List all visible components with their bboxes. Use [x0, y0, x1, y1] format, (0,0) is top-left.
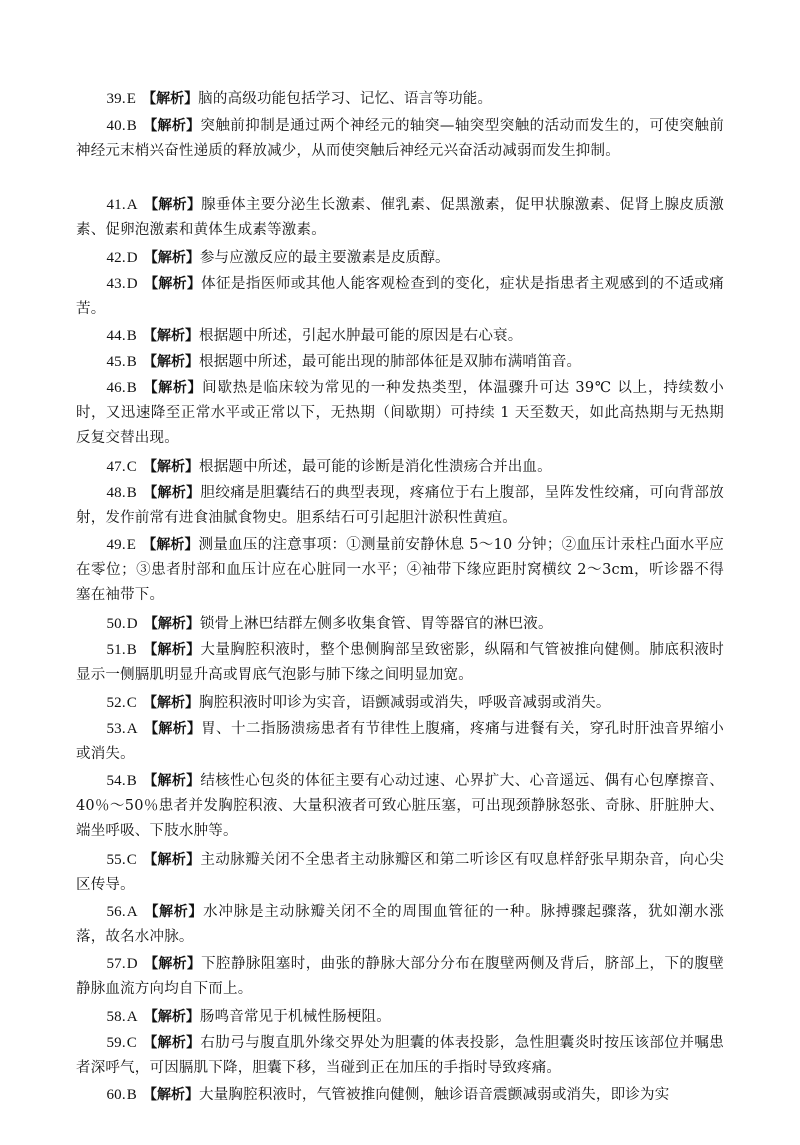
item-number: 44.	[106, 327, 126, 344]
item-answer: C	[126, 458, 138, 475]
item-answer: E	[126, 536, 137, 553]
analysis-tag: 【解析】	[143, 955, 202, 972]
item-explanation: 主动脉瓣关闭不全患者主动脉瓣区和第二听诊区有叹息样舒张早期杂音，向心尖区传导。	[76, 851, 725, 893]
answer-item-54	[76, 769, 724, 844]
item-explanation: 根据题中所述，引起水肿最可能的原因是右心衰。	[199, 327, 523, 344]
analysis-tag: 【解析】	[143, 327, 200, 344]
item-answer: A	[126, 720, 138, 737]
analysis-tag: 【解析】	[143, 196, 202, 213]
item-number: 48.	[106, 484, 126, 501]
item-number: 51.	[106, 641, 126, 658]
analysis-tag: 【解析】	[143, 353, 200, 370]
item-answer: B	[126, 327, 138, 344]
item-explanation: 间歇热是临床较为常见的一种发热类型，体温骤升可达 39℃ 以上，持续数小时，又迅速降至正常水平或正常以下，无热期（间歇期）可持续 1 天至数天，如此高热期与无热期反复交替出现。	[76, 379, 725, 446]
item-answer: C	[126, 694, 138, 711]
analysis-tag: 【解析】	[143, 641, 201, 658]
item-number: 45.	[106, 353, 126, 370]
item-explanation: 测量血压的注意事项：①测量前安静休息 5～10 分钟；②血压计汞柱凸面水平应在零位；③患者肘部和血压计应在心脏同一水平；④袖带下缘应距肘窝横纹 2～3cm，听诊器不得塞在袖带下。	[76, 536, 724, 603]
item-number: 57.	[106, 955, 126, 972]
analysis-tag: 【解析】	[143, 249, 200, 266]
answer-item-44	[76, 324, 724, 349]
analysis-tag: 【解析】	[143, 458, 200, 475]
item-explanation: 右肋弓与腹直肌外缘交界处为胆囊的体表投影，急性胆囊炎时按压该部位并嘱患者深呼气，可因膈肌下降，胆囊下移，当碰到正在加压的手指时导致疼痛。	[76, 1034, 725, 1076]
item-explanation: 根据题中所述，最可能出现的肺部体征是双肺布满哨笛音。	[199, 353, 582, 370]
analysis-tag: 【解析】	[143, 720, 202, 737]
item-answer: B	[126, 1086, 138, 1103]
item-explanation: 结核性心包炎的体征主要有心动过速、心界扩大、心音遥远、偶有心包摩擦音、40％～50％患者并发胸腔积液、大量积液者可致心脏压塞，可出现颈静脉怒张、奇脉、肝脏肿大、端坐呼吸、下肢水肿等。	[76, 772, 725, 839]
item-number: 60.	[106, 1086, 126, 1103]
item-explanation: 突触前抑制是通过两个神经元的轴突—轴突型突触的活动而发生的，可使突触前神经元末梢兴奋性递质的释放减少，从而使突触后神经元兴奋活动减弱而发生抑制。	[76, 117, 725, 159]
answer-item-43	[76, 272, 724, 322]
item-number: 41.	[106, 196, 126, 213]
item-explanation: 肠鸣音常见于机械性肠梗阻。	[199, 1008, 391, 1025]
item-answer: B	[126, 353, 138, 370]
answer-item-49	[76, 533, 724, 608]
answer-item-50	[76, 612, 724, 637]
answer-item-60	[76, 1083, 724, 1108]
analysis-tag: 【解析】	[143, 1008, 200, 1025]
item-explanation: 下腔静脉阻塞时，曲张的静脉大部分分布在腹壁两侧及背后，脐部上，下的腹壁静脉血流方向均自下而上。	[76, 955, 725, 997]
analysis-tag: 【解析】	[143, 484, 201, 501]
analysis-tag: 【解析】	[143, 851, 201, 868]
item-explanation: 腺垂体主要分泌生长激素、催乳素、促黑激素，促甲状腺激素、促肾上腺皮质激素、促卵泡激素和黄体生成素等激素。	[76, 196, 725, 238]
item-answer: A	[126, 903, 138, 920]
item-number: 39.	[106, 90, 126, 107]
item-answer: B	[126, 117, 138, 134]
item-number: 52.	[106, 694, 126, 711]
item-explanation: 胃、十二指肠溃疡患者有节律性上腹痛，疼痛与进餐有关，穿孔时肝浊音界缩小或消失。	[76, 720, 725, 762]
answer-item-45	[76, 350, 724, 375]
analysis-tag: 【解析】	[142, 90, 199, 107]
answer-item-47	[76, 455, 724, 480]
item-answer: E	[126, 90, 137, 107]
item-answer: B	[126, 641, 138, 658]
item-explanation: 锁骨上淋巴结群左侧多收集食管、胃等器官的淋巴液。	[199, 615, 553, 632]
analysis-tag: 【解析】	[143, 117, 201, 134]
item-explanation: 胆绞痛是胆囊结石的典型表现，疼痛位于右上腹部，呈阵发性绞痛，可向背部放射，发作前常有进食油腻食物史。胆系结石可引起胆汁淤积性黄疸。	[76, 484, 725, 526]
answer-item-56	[76, 900, 724, 950]
analysis-tag: 【解析】	[143, 903, 204, 920]
item-explanation: 根据题中所述，最可能的诊断是消化性溃疡合并出血。	[199, 458, 552, 475]
item-number: 53.	[106, 720, 126, 737]
answer-item-39	[76, 87, 724, 112]
item-number: 50.	[106, 615, 126, 632]
answer-item-51	[76, 638, 724, 688]
answer-item-52	[76, 691, 724, 716]
item-explanation: 大量胸腔积液时，气管被推向健侧，触诊语音震颤减弱或消失，即诊为实	[199, 1086, 670, 1103]
item-answer: A	[126, 1008, 138, 1025]
answer-item-53	[76, 717, 724, 767]
item-number: 59.	[106, 1034, 126, 1051]
item-explanation: 体征是指医师或其他人能客观检查到的变化，症状是指患者主观感到的不适或痛苦。	[76, 275, 725, 317]
item-answer: B	[126, 772, 138, 789]
answer-item-48	[76, 481, 724, 531]
item-number: 43.	[106, 275, 126, 292]
item-explanation: 参与应激反应的最主要激素是皮质醇。	[199, 249, 450, 266]
analysis-tag: 【解析】	[143, 1086, 200, 1103]
item-answer: B	[126, 484, 138, 501]
item-answer: D	[126, 249, 138, 266]
answer-item-41	[76, 193, 724, 243]
answer-item-55	[76, 848, 724, 898]
item-answer: B	[126, 379, 138, 396]
item-number: 40.	[106, 117, 126, 134]
answer-item-40	[76, 114, 724, 164]
item-answer: A	[126, 196, 138, 213]
item-number: 46.	[106, 379, 126, 396]
item-explanation: 胸腔积液时叩诊为实音，语颤减弱或消失，呼吸音减弱或消失。	[199, 694, 611, 711]
item-answer: D	[126, 955, 138, 972]
item-number: 58.	[106, 1008, 126, 1025]
item-answer: D	[126, 615, 138, 632]
item-number: 54.	[106, 772, 126, 789]
item-explanation: 大量胸腔积液时，整个患侧胸部呈致密影，纵隔和气管被推向健侧。肺底积液时显示一侧膈肌明显升高或胃底气泡影与肺下缘之间明显加宽。	[76, 641, 725, 683]
item-number: 55.	[106, 851, 126, 868]
analysis-tag: 【解析】	[143, 275, 202, 292]
item-number: 42.	[106, 249, 126, 266]
item-explanation: 脑的高级功能包括学习、记忆、语言等功能。	[198, 90, 493, 107]
answer-item-57	[76, 952, 724, 1002]
analysis-tag: 【解析】	[143, 615, 200, 632]
item-number: 49.	[106, 536, 126, 553]
analysis-tag: 【解析】	[142, 536, 199, 553]
answer-item-42	[76, 246, 724, 271]
analysis-tag: 【解析】	[143, 1034, 201, 1051]
answer-item-59	[76, 1031, 724, 1081]
analysis-tag: 【解析】	[143, 772, 201, 789]
item-answer: D	[126, 275, 138, 292]
analysis-tag: 【解析】	[143, 694, 200, 711]
item-answer: C	[126, 851, 138, 868]
item-number: 56.	[106, 903, 126, 920]
item-answer: C	[126, 1034, 138, 1051]
answer-item-46	[76, 376, 724, 451]
item-number: 47.	[106, 458, 126, 475]
item-explanation: 水冲脉是主动脉瓣关闭不全的周围血管征的一种。脉搏骤起骤落，犹如潮水涨落，故名水冲脉。	[76, 903, 725, 945]
analysis-tag: 【解析】	[143, 379, 203, 396]
answer-item-58	[76, 1005, 724, 1030]
